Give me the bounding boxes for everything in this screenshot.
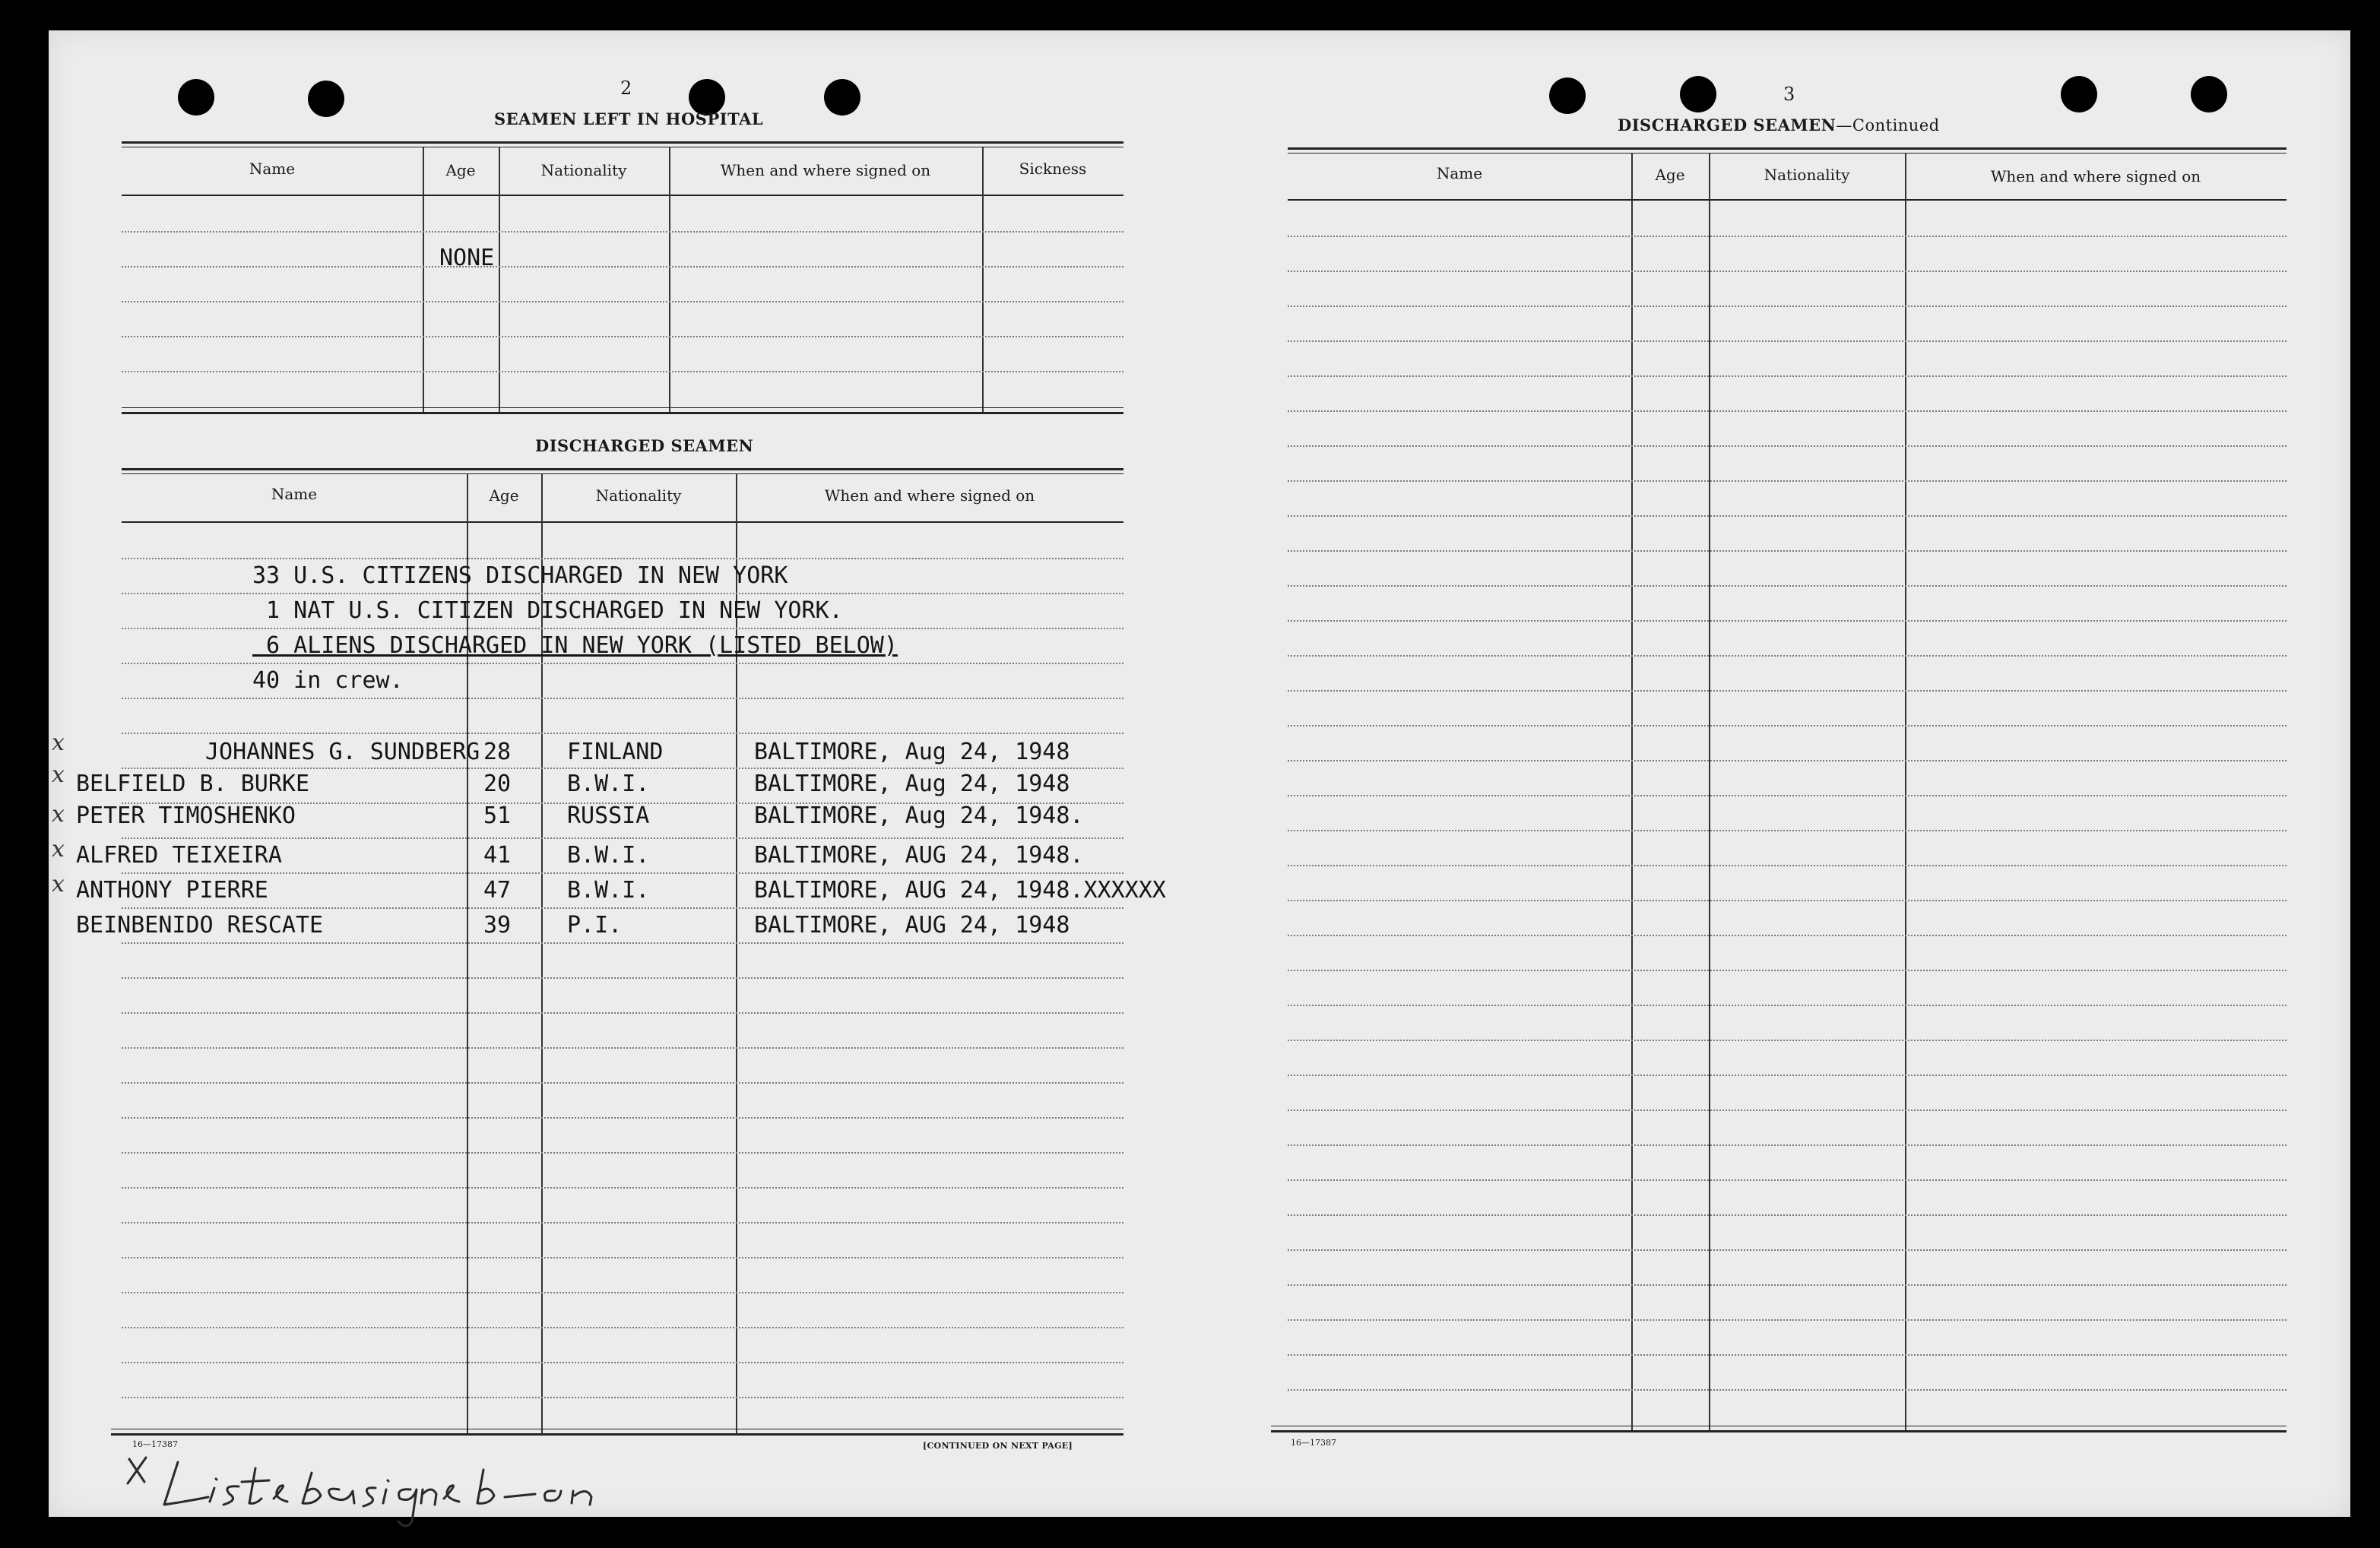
crew-signed-on: BALTIMORE, AUG 24, 1948 (754, 912, 1070, 939)
crew-name: ALFRED TEIXEIRA (76, 842, 282, 869)
punch-hole (178, 79, 214, 116)
crew-name: PETER TIMOSHENKO (76, 802, 296, 829)
discharged-col-name: Name (271, 485, 318, 503)
hospital-col-signed-on: When and where signed on (720, 161, 931, 179)
hospital-col-name: Name (249, 160, 296, 178)
crew-age: 51 (483, 802, 512, 829)
ruled-line (1288, 830, 2287, 831)
hospital-title: SEAMEN LEFT IN HOSPITAL (494, 109, 764, 128)
hospital-col-nationality: Nationality (540, 161, 627, 179)
check-mark: x (52, 761, 65, 788)
ruled-line (122, 1047, 1123, 1049)
hospital-header-rule (122, 195, 1123, 196)
ruled-line (1288, 1075, 2287, 1076)
crew-signed-on: BALTIMORE, AUG 24, 1948.XXXXXX (754, 877, 1166, 904)
summary-line: 40 in crew. (252, 667, 404, 694)
ruled-line (122, 266, 1123, 267)
right-form-number: 16—17387 (1291, 1438, 1336, 1448)
hospital-bottom-rule-thick (122, 412, 1123, 414)
ruled-line (1288, 515, 2287, 517)
ruled-line (1288, 655, 2287, 657)
crew-age: 41 (483, 842, 512, 869)
ruled-line (122, 301, 1123, 302)
right-col-nationality: Nationality (1764, 166, 1850, 184)
crew-nationality: B.W.I. (567, 771, 650, 797)
hospital-top-rule (122, 141, 1123, 144)
ruled-line (1288, 900, 2287, 901)
ruled-line (1288, 1284, 2287, 1286)
crew-age: 28 (483, 739, 512, 765)
ruled-line (1288, 1040, 2287, 1041)
ruled-line (1288, 1389, 2287, 1391)
punch-hole (1549, 78, 1586, 114)
ruled-line (1288, 550, 2287, 552)
right-title-main: DISCHARGED SEAMEN (1618, 116, 1836, 135)
discharged-col-nationality: Nationality (595, 486, 682, 505)
ruled-line (122, 872, 1123, 874)
ruled-line (1288, 1144, 2287, 1146)
right-header-rule (1288, 199, 2287, 201)
crew-age: 47 (483, 877, 512, 904)
discharged-col-age: Age (489, 486, 519, 505)
ruled-line (1288, 760, 2287, 761)
discharged-title: DISCHARGED SEAMEN (535, 436, 754, 455)
right-top-rule (1288, 147, 2287, 150)
discharged-header-rule (122, 521, 1123, 523)
crew-nationality: RUSSIA (567, 802, 650, 829)
check-mark: x (52, 801, 65, 828)
right-col-age: Age (1655, 166, 1685, 184)
crew-signed-on: BALTIMORE, Aug 24, 1948. (754, 802, 1084, 829)
document-sheet (49, 30, 2350, 1517)
punch-hole (1680, 76, 1716, 112)
ruled-line (122, 1362, 1123, 1363)
left-page-number: 2 (620, 78, 632, 99)
ruled-line (122, 1257, 1123, 1258)
ruled-line (1288, 305, 2287, 307)
ruled-line (122, 663, 1123, 664)
ruled-line (122, 1152, 1123, 1154)
ruled-line (122, 1292, 1123, 1293)
ruled-line (122, 1012, 1123, 1014)
ruled-line (122, 837, 1123, 839)
right-col-name: Name (1436, 164, 1483, 182)
ruled-line (1288, 236, 2287, 237)
ruled-line (1288, 1005, 2287, 1006)
left-form-number: 16—17387 (132, 1439, 178, 1449)
ruled-line (122, 977, 1123, 979)
right-title-suffix: —Continued (1836, 116, 1940, 135)
crew-name: ANTHONY PIERRE (76, 877, 268, 904)
ruled-line (122, 768, 1123, 769)
ruled-line (1288, 865, 2287, 866)
ruled-line (122, 336, 1123, 337)
crew-signed-on: BALTIMORE, Aug 24, 1948 (754, 739, 1070, 765)
ruled-line (1288, 970, 2287, 971)
check-mark: x (52, 836, 65, 863)
ruled-line (1288, 795, 2287, 796)
ruled-line (122, 942, 1123, 944)
ruled-line (122, 733, 1123, 734)
discharged-top-rule (122, 468, 1123, 470)
discharged-bottom-rule-thick (111, 1433, 1123, 1436)
ruled-line (1288, 271, 2287, 272)
crew-nationality: B.W.I. (567, 877, 650, 904)
check-mark: x (52, 871, 65, 897)
crew-name: JOHANNES G. SUNDBERG (205, 739, 480, 765)
hospital-col-age: Age (445, 161, 476, 179)
ruled-line (122, 593, 1123, 594)
right-col-signed-on: When and where signed on (1990, 167, 2201, 185)
check-mark: x (52, 730, 65, 756)
crew-age: 39 (483, 912, 512, 939)
column-divider (1709, 154, 1710, 1430)
crew-signed-on: BALTIMORE, AUG 24, 1948. (754, 842, 1084, 869)
punch-hole (2061, 76, 2097, 112)
ruled-line (1288, 445, 2287, 447)
discharged-col-signed-on: When and where signed on (824, 486, 1035, 505)
ruled-line (1288, 1110, 2287, 1111)
hospital-col-sickness: Sickness (1019, 160, 1087, 178)
ruled-line (1288, 690, 2287, 692)
ruled-line (1288, 480, 2287, 482)
ruled-line (1288, 585, 2287, 587)
crew-nationality: FINLAND (567, 739, 664, 765)
ruled-line (122, 628, 1123, 629)
crew-signed-on: BALTIMORE, Aug 24, 1948 (754, 771, 1070, 797)
ruled-line (1288, 410, 2287, 412)
ruled-line (1288, 1214, 2287, 1216)
column-divider (1905, 154, 1906, 1430)
crew-name: BEINBENIDO RESCATE (76, 912, 324, 939)
discharged-top-rule-thin (122, 473, 1123, 474)
ruled-line (1288, 725, 2287, 727)
ruled-line (122, 231, 1123, 233)
ruled-line (122, 1327, 1123, 1328)
summary-line: 33 U.S. CITIZENS DISCHARGED IN NEW YORK (252, 562, 788, 589)
continued-note: [CONTINUED ON NEXT PAGE] (923, 1441, 1073, 1451)
summary-line: 1 NAT U.S. CITIZEN DISCHARGED IN NEW YORK. (252, 597, 843, 624)
right-bottom-rule-thick (1271, 1430, 2287, 1432)
hospital-bottom-rule (122, 407, 1123, 408)
ruled-line (122, 1117, 1123, 1119)
ruled-line (1288, 375, 2287, 377)
ruled-line (122, 1187, 1123, 1189)
crew-nationality: P.I. (567, 912, 623, 939)
ruled-line (1288, 935, 2287, 936)
right-title (1618, 116, 1940, 135)
ruled-line (122, 371, 1123, 372)
right-page-number: 3 (1783, 84, 1795, 105)
crew-name: BELFIELD B. BURKE (76, 771, 310, 797)
punch-hole (824, 79, 860, 116)
summary-line: 6 ALIENS DISCHARGED IN NEW YORK (LISTED BELOW) (252, 632, 898, 659)
handwritten-note (125, 1451, 702, 1535)
ruled-line (1288, 1319, 2287, 1321)
ruled-line (122, 1082, 1123, 1084)
ruled-line (122, 1397, 1123, 1398)
ruled-line (1288, 1354, 2287, 1356)
ruled-line (1288, 1179, 2287, 1181)
right-top-rule-thin (1288, 153, 2287, 154)
ruled-line (1288, 340, 2287, 342)
ruled-line (122, 558, 1123, 559)
punch-hole (2191, 76, 2227, 112)
ruled-line (1288, 620, 2287, 622)
punch-hole (308, 81, 344, 117)
ruled-line (1288, 1249, 2287, 1251)
ruled-line (122, 907, 1123, 909)
crew-age: 20 (483, 771, 512, 797)
hospital-entry: NONE (439, 245, 495, 271)
ruled-line (122, 1222, 1123, 1224)
ruled-line (122, 698, 1123, 699)
column-divider (1631, 154, 1633, 1430)
crew-nationality: B.W.I. (567, 842, 650, 869)
